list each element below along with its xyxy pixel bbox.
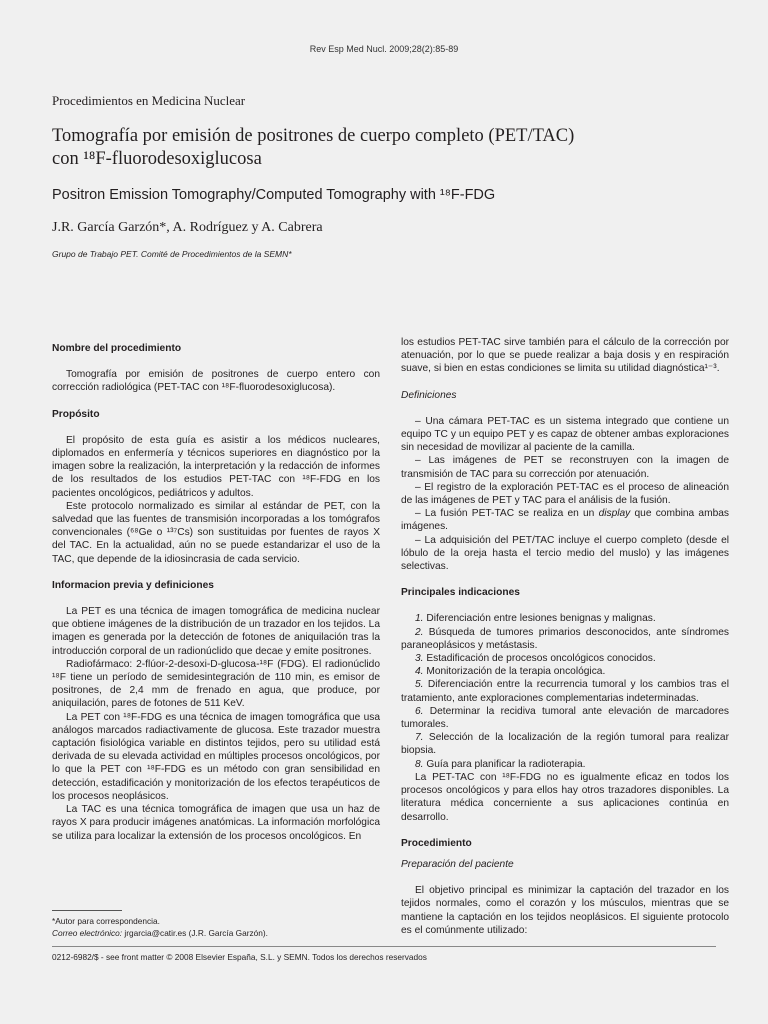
heading-informacion: Informacion previa y definiciones: [52, 579, 214, 591]
paragraph: La PET-TAC con ¹⁸F-FDG no es igualmente eficaz en todos los procesos oncológicos y para ellos hay otros trazadores disponibles. La literatura médica concerniente a sus aplicaciones continúa en desarrollo.: [401, 771, 729, 823]
definition-item: – Una cámara PET-TAC es un sistema integrado que contiene un equipo TC y un equipo PET y es capaz de obtener ambas exploraciones sin necesidad de movilizar al paciente de la camilla.: [401, 415, 729, 454]
heading-nombre: Nombre del procedimiento: [52, 343, 182, 354]
heading-preparacion: Preparación del paciente: [401, 858, 514, 870]
paragraph: La PET es una técnica de imagen tomográfica de medicina nuclear que obtiene imágenes de la distribución de un trazador en los tejidos. La imagen es generada por la detección de fotones de aniquilación tras la introducción corporal de un radionúclido que decae y emite positrones.: [52, 606, 380, 657]
definition-item: – Las imágenes de PET se reconstruyen con la imagen de transmisión de TAC para su corrección por atenuación.: [401, 455, 729, 480]
paragraph: La TAC es una técnica tomográfica de imagen que usa un haz de rayos X para producir imágenes anatómicas. La información morfológica se utiliza para localizar la extensión de los procesos oncológicos. En: [52, 804, 380, 842]
paragraph: los estudios PET-TAC sirve también para el cálculo de la corrección por atenuación, por lo que se puede realizar a baja dosis y en respiración suave, si bien en estas condiciones se limita su utilidad diagnóstica¹⁻³.: [401, 337, 729, 375]
section-label: Procedimientos en Medicina Nuclear: [52, 93, 246, 108]
title-line-1: Tomografía por emisión de positrones de cuerpo completo (PET/TAC): [52, 126, 575, 146]
journal-reference: Rev Esp Med Nucl. 2009;28(2):85-89: [309, 44, 459, 54]
author-list: J.R. García Garzón*, A. Rodríguez y A. Cabrera: [52, 220, 323, 235]
definition-item: – La fusión PET-TAC se realiza en un display que combina ambas imágenes.: [401, 508, 729, 533]
heading-indicaciones: Principales indicaciones: [401, 587, 520, 599]
indication-item: 3. Estadificación de procesos oncológicos conocidos.: [415, 653, 656, 665]
indication-item: 1. Diferenciación entre lesiones benignas y malignas.: [415, 613, 656, 625]
indication-item: 8. Guía para planificar la radioterapia.: [415, 758, 586, 770]
indication-item: 4. Monitorización de la terapia oncológica.: [415, 666, 606, 678]
heading-procedimiento: Procedimiento: [401, 837, 472, 849]
indication-item: 6. Determinar la recidiva tumoral ante elevación de marcadores tumorales.: [401, 705, 729, 731]
corresponding-author-note: *Autor para correspondencia.: [52, 916, 160, 926]
definition-item: – El registro de la exploración PET-TAC es el proceso de alineación de las imágenes de PET y TAC para el análisis de la fusión.: [401, 481, 729, 507]
affiliation: Grupo de Trabajo PET. Comité de Procedimientos de la SEMN*: [52, 249, 292, 259]
heading-proposito: Propósito: [52, 408, 100, 420]
footer-divider: [52, 946, 716, 947]
right-column: [401, 336, 729, 937]
indication-item: 5. Diferenciación entre la recurrencia tumoral y los cambios tras el tratamiento, ante exploraciones complementarias indeterminadas.: [401, 679, 729, 704]
indications-list: [401, 612, 729, 770]
heading-definiciones: Definiciones: [401, 389, 457, 401]
paragraph: Tomografía por emisión de positrones de cuerpo entero con corrección radiológica (PET-TAC con ¹⁸F-fluorodesoxiglucosa).: [52, 369, 380, 394]
email-note: Correo electrónico: jrgarcia@catir.es (J.R. García Garzón).: [52, 928, 268, 938]
indication-item: 7. Selección de la localización de la región tumoral para realizar biopsia.: [401, 732, 729, 757]
definition-item: – La adquisición del PET/TAC incluye el cuerpo completo (desde el lóbulo de la oreja hasta el tercio medio del muslo) y las imágenes selectivas.: [401, 534, 729, 573]
english-title: Positron Emission Tomography/Computed Tomography with ¹⁸F-FDG: [52, 187, 496, 203]
paragraph: La PET con ¹⁸F-FDG es una técnica de imagen tomográfica que usa análogos marcados radiactivamente de glucosa. Este trazador muestra captación fisiológica variable en distintos tejidos, pero su utilidad está derivada de su elevada actividad en múltiples procesos oncológicos, por lo que la PET con ¹⁸F-FDG es un método con gran sensibilidad en detección, estadificación y monitorización de los efectos terapéuticos de los procesos neoplásicos.: [52, 711, 380, 802]
footnote-divider: [52, 910, 122, 911]
paragraph: El propósito de esta guía es asistir a los médicos nucleares, diplomados en enfermería y técnicos superiores en diagnóstico por la imagen sobre la realización, la interpretación y la redacción de informes de los resultados de los estudios PET-TAC con ¹⁸F-FDG en los pacientes oncológicos, pediátricos y adultos.: [52, 434, 380, 499]
footnote: [52, 915, 268, 939]
title-line-2: con ¹⁸F-fluorodesoxiglucosa: [52, 149, 262, 169]
paragraph: El objetivo principal es minimizar la captación del trazador en los tejidos normales, como el corazón y los músculos, mientras que se mantiene la captación en los tejidos neoplásicos. El siguiente protocolo es el comúnmente utilizado:: [401, 885, 729, 936]
left-column: [52, 342, 380, 843]
copyright-line: 0212-6982/$ - see front matter © 2008 Elsevier España, S.L. y SEMN. Todos los derechos reservados: [52, 952, 427, 962]
paragraph: Radiofármaco: 2-flúor-2-desoxi-D-glucosa-¹⁸F (FDG). El radionúclido ¹⁸F tiene un período de semidesintegración de 110 min, es emisor de positrones, de 2,4 mm de frenado en agua, que produce, por aniquilación, pares de fotones de 511 KeV.: [52, 658, 380, 710]
article-title: [52, 125, 712, 171]
indication-item: 2. Búsqueda de tumores primarios desconocidos, ante síndromes paraneoplásicos y metástasis.: [401, 626, 729, 651]
paragraph: Este protocolo normalizado es similar al estándar de PET, con la salvedad que las fuentes de transmisión incorporadas a los tomógrafos convencionales (⁶⁸Ge o ¹³⁷Cs) son sustituidas por fuentes de rayos X del TAC. En la actualidad, aún no se puede estandarizar el uso de la TAC, que depende de la idiosincrasia de cada servicio.: [52, 500, 380, 565]
